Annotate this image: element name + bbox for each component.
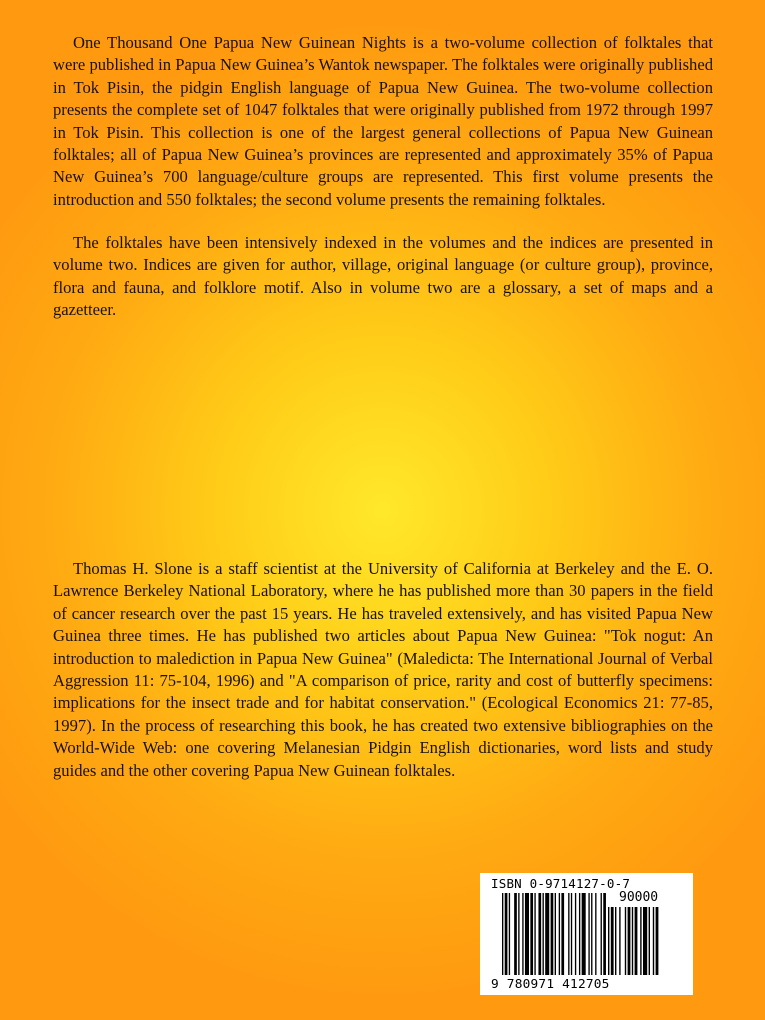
barcode-bar bbox=[551, 893, 554, 975]
barcode-bar bbox=[582, 893, 586, 975]
barcode-bar bbox=[522, 893, 523, 975]
barcode-bar bbox=[561, 893, 564, 975]
barcode-bar bbox=[525, 893, 529, 975]
isbn-label: ISBN 0-9714127-0-7 bbox=[491, 876, 631, 891]
barcode-bar bbox=[538, 893, 541, 975]
barcode-bar bbox=[509, 893, 510, 975]
isbn-barcode bbox=[480, 873, 693, 995]
barcode-bar bbox=[611, 907, 614, 975]
barcode-bar bbox=[649, 907, 650, 975]
barcode-bar bbox=[632, 907, 633, 975]
barcode-bar bbox=[575, 893, 576, 975]
barcode-bar bbox=[514, 893, 517, 975]
blurb-paragraph-1: One Thousand One Papua New Guinean Nights is a two-volume collection of folktales that were published in Papua New Guinea’s Wantok newspaper. The folktales were originally published in Tok Pisin, the pidgin English language of Papua New Guinea. The two-volume collection presents the complete set of 1047 folktales that were originally published from 1972 through 1997 in Tok Pisin. This collection is one of the largest general collections of Papua New Guinean folktales; all of Papua New Guinea’s provinces are represented and approximately 35% of Papua New Guinea’s 700 language/culture groups are represented. This first volume presents the introduction and 550 folktales; the second volume presents the remaining folktales. bbox=[53, 33, 713, 209]
blurb-paragraph-2: The folktales have been intensively indexed in the volumes and the indices are presented in volume two. Indices are given for author, village, original language (or culture group), province, flora and fauna, and folklore motif. Also in volume two are a glossary, a set of maps and a gazetteer. bbox=[53, 233, 713, 320]
barcode-bar bbox=[640, 907, 641, 975]
author-bio-paragraph: Thomas H. Slone is a staff scientist at the University of California at Berkeley and the E. O. Lawrence Berkeley National Laboratory, where he has published more than 30 papers in the field of cancer research over the past 15 years. He has traveled extensively, and has visited Papua New Guinea three times. He has published two articles about Papua New Guinea: "Tok nogut: An introduction to malediction in Papua New Guinea" (Maledicta: The International Journal of Verbal Aggression 11: 75-104, 1996) and "A comparison of price, rarity and cost of butterfly specimens: implications for the insect trade and for habitat conservation." (Ecological Economics 21: 77-85, 1997). In the process of researching this book, he has created two extensive bibliographies on the World-Wide Web: one covering Melanesian Pidgin English dictionaries, word lists and study guides and the other covering Papua New Guinean folktales. bbox=[53, 559, 713, 780]
ean-digits: 9 780971 412705 bbox=[491, 977, 610, 992]
barcode-bar bbox=[635, 907, 638, 975]
barcode-bar bbox=[588, 893, 589, 975]
barcode-bar bbox=[502, 893, 503, 975]
barcode-bar bbox=[591, 893, 592, 975]
barcode-bar bbox=[518, 893, 519, 975]
barcode-bar bbox=[568, 893, 569, 975]
barcode-bar bbox=[653, 907, 654, 975]
price-code: 90000 bbox=[619, 890, 659, 905]
barcode-bar bbox=[579, 893, 580, 975]
barcode-bar bbox=[595, 893, 596, 975]
barcode-bar bbox=[559, 893, 560, 975]
barcode-bar bbox=[555, 893, 556, 975]
barcode-bar bbox=[625, 907, 626, 975]
barcode-bar bbox=[628, 907, 631, 975]
barcode-bar bbox=[530, 893, 533, 975]
barcode-bar bbox=[643, 907, 647, 975]
barcode-bar bbox=[656, 907, 659, 975]
barcode-bar bbox=[615, 907, 616, 975]
barcode-bar bbox=[545, 893, 549, 975]
barcode-bar bbox=[601, 893, 602, 975]
barcode-bar bbox=[505, 893, 508, 975]
barcode-bar bbox=[619, 907, 620, 975]
barcode-bar bbox=[571, 893, 572, 975]
barcode-bar bbox=[543, 893, 544, 975]
barcode-bar bbox=[603, 893, 606, 975]
barcode-bar bbox=[534, 893, 535, 975]
barcode-bar bbox=[608, 907, 609, 975]
